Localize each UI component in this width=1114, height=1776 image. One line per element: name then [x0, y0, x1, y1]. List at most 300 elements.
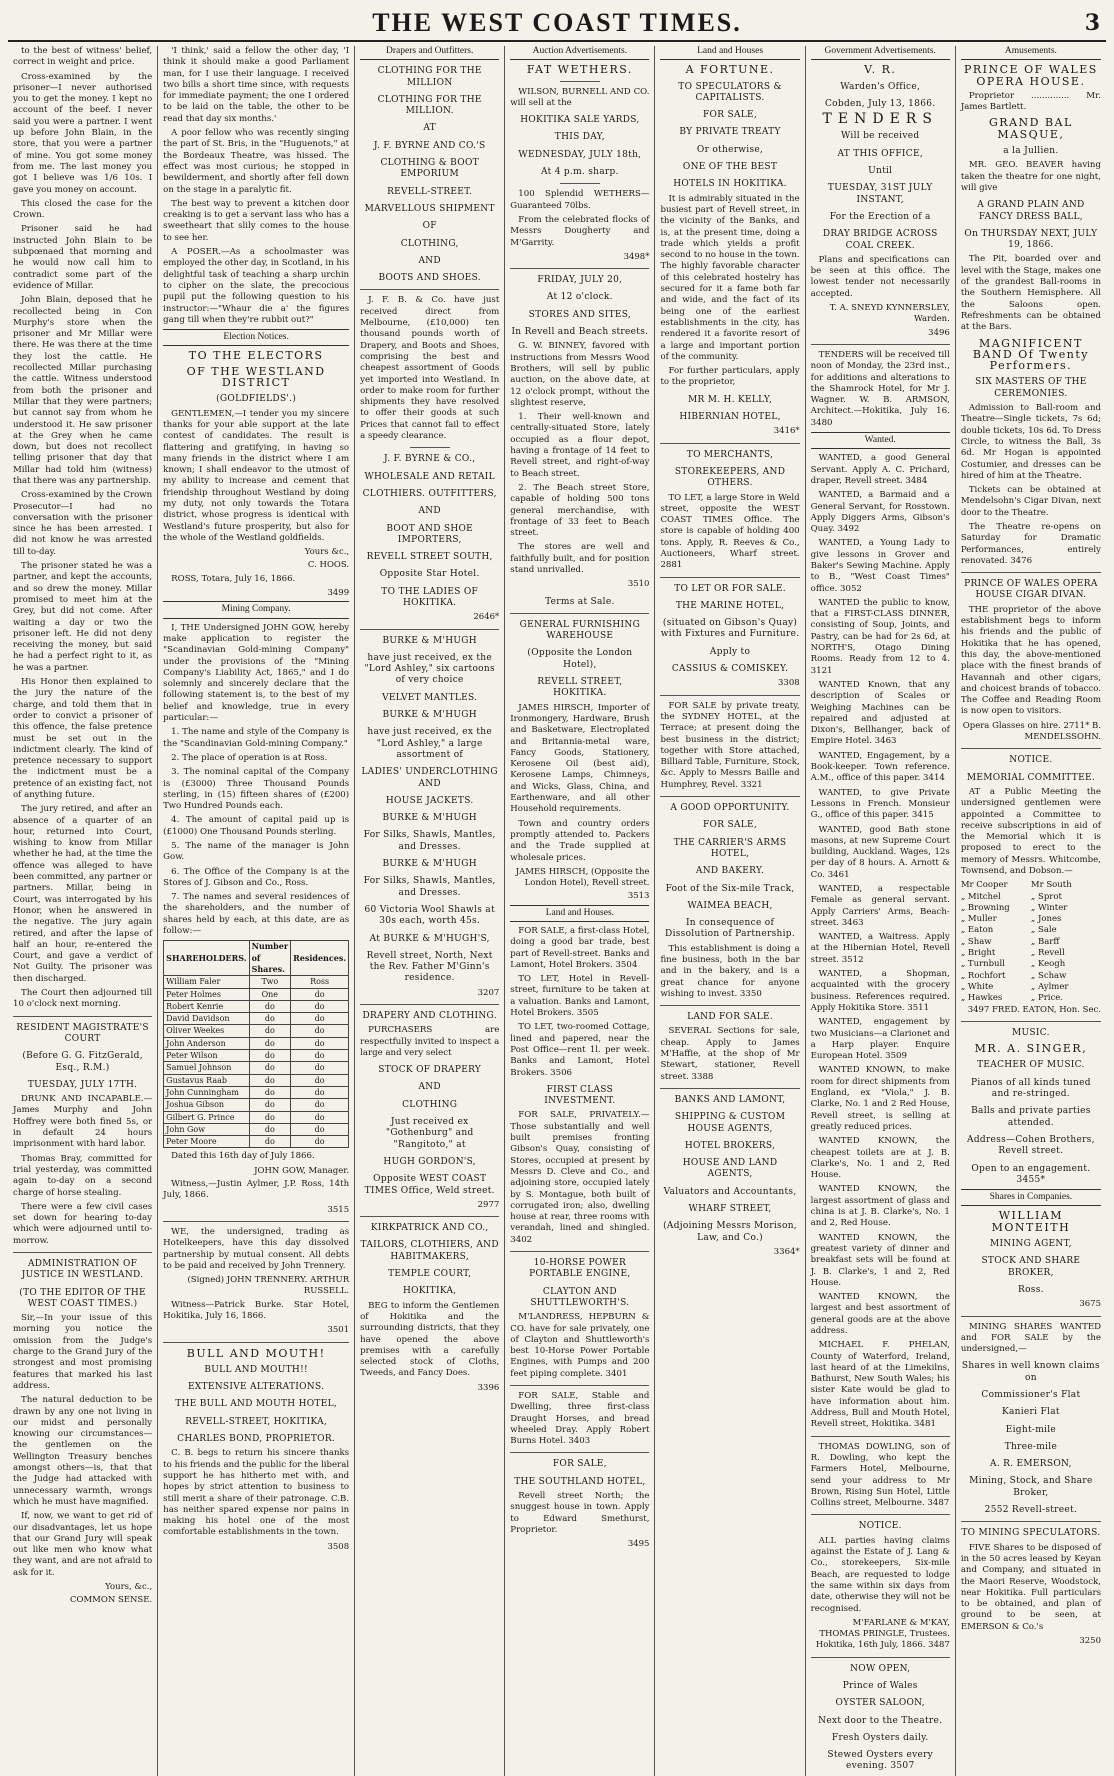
ad-line: AND — [418, 506, 441, 517]
divider — [163, 1342, 349, 1343]
column-4 — [505, 46, 655, 1776]
divider — [961, 1021, 1101, 1022]
table-cell: Gilbert G. Prince — [164, 1111, 249, 1123]
column-header: Residences. — [291, 941, 349, 976]
royal-crest: V. R. — [864, 63, 897, 77]
committee-member: „ Schaw — [1030, 970, 1067, 981]
speculators-head: TO MINING SPECULATORS. — [961, 1528, 1101, 1539]
column-6 — [806, 46, 956, 1776]
ad-line: HOUSE JACKETS. — [385, 795, 474, 806]
page-number: 3 — [1084, 10, 1100, 36]
divider — [961, 1316, 1101, 1317]
ad-line: Address—Cohen Brothers, Revell street. — [967, 1134, 1095, 1157]
merchants-body: TO LET, a large Store in Weld street, opposite the WEST COAST TIMES Office. The store is capable of holding 400 tons. Apply, R. Reeves & Co., Auctioneers, Wharf street. 2881 — [660, 492, 800, 571]
ad-line: CLOTHING FOR THE MILLION. — [377, 94, 482, 117]
election-district: OF THE WESTLAND DISTRICT — [186, 364, 326, 390]
ad-line: THE MARINE HOTEL, — [675, 600, 785, 611]
sale-lines — [660, 110, 799, 190]
divider — [510, 268, 649, 269]
election-body: GENTLEMEN,—I tender you my sincere thanks for your able support at the late contest of candidates. The result is flattering and gratifying, in having so many friends in the district where I am known; I shall endeavor to the utmost of my ability to increase and cement that friendship throughout Westland by doing my duty, not only towards the Totara district, whose progress is identical with Westland's future prosperity, but also for the whole of the Westland goldfields. — [163, 408, 350, 543]
wethers-line: 100 Splendid WETHERS—Guaranteed 70lbs. — [510, 189, 650, 211]
court-report — [13, 46, 152, 1011]
mining-share-lines — [961, 1361, 1101, 1516]
divider — [961, 748, 1101, 749]
ad-line: FOR SALE, — [703, 110, 758, 121]
ad-line: J. F. BYRNE AND CO.'S — [373, 140, 486, 151]
ad-line: ONE OF THE BEST — [682, 162, 778, 173]
table-cell: do — [291, 1013, 349, 1025]
committee-member: „ Rochfort — [960, 970, 1006, 981]
report-paragraph: The jury retired, and after an absence of a quarter of an hour, returned into Court, wishing to know from Millar whether he had, at the time the offence was alleged to have been committed, any partner or partners. Millar, being in Court, was interrogated by his Honor, when he answered in the negative. The jury again retired, and after the lapse of half an hour, re-entered the Court, and gave a verdict of Not Guilty. The prisoner was then discharged. — [13, 804, 153, 984]
divider — [660, 796, 799, 797]
column-2 — [158, 46, 355, 1776]
shareholders-table — [163, 940, 349, 1148]
ad-line: AND — [418, 1082, 441, 1093]
election-closing: Yours &c., — [304, 547, 350, 558]
ad-number: 3515 — [327, 1204, 350, 1215]
report-paragraph: Prisoner said he had instructed John Blain to be subpœnaed that morning and he would now call him to contradict some part of the evidence of Millar. — [13, 224, 153, 291]
report-paragraph: Cross-examined by the prisoner—I never authorised you to get the money. I kept no account of the beef. I never said you were a partner. I went up before John Blain, in the store, that you were a partner of mine. You got some money from me. The last money you got I believe was 1/6 10s. I gave you money on account. — [13, 71, 153, 195]
table-cell: do — [249, 1123, 291, 1135]
letter-paragraph: If, now, we want to get rid of our disadvantages, let us hope that our Grand Jury will speak out like men who know what they want, and are not afraid to ask for it. — [13, 1511, 153, 1578]
divider — [811, 344, 950, 345]
ad-line: Ross. — [1018, 1284, 1044, 1295]
ad-line: Eight-mile — [1005, 1424, 1057, 1435]
investment-body: FOR SALE, PRIVATELY.—Those substantially and well built premises fronting Gibson's Quay, consisting of Stores, occupied at present by Messrs D. Cleve and Co., and adjoining store, occupied lately by S. Montague, both built of corrugated iron; also, dwelling house at rear, three rooms with verandah, lined and shingled. 3402 — [510, 1110, 650, 1245]
ad-line: TAILORS, CLOTHIERS, AND HABITMAKERS, — [360, 1240, 499, 1262]
ad-number: 3250 — [1079, 1636, 1101, 1647]
table-cell: do — [249, 1013, 291, 1025]
ad-line: BOOTS AND SHOES. — [378, 273, 481, 284]
ad-line: Commissioner's Flat — [981, 1389, 1081, 1400]
ad-line: THE SOUTHLAND HOTEL, — [514, 1476, 646, 1487]
southland-lines — [510, 1459, 649, 1488]
ad-line: Next door to the Theatre. — [818, 1715, 943, 1726]
pit-body: The Pit, boarded over and level with the Stage, makes one of the grandest Ball-rooms in the Southern Hemisphere. All the Saloons open. Refreshments can be obtained at the Bars. — [960, 254, 1101, 333]
divider — [660, 443, 799, 444]
notice-signature: M'FARLANE & M'KAY, THOMAS PRINGLE, Trustees. Hokitika, 16th July, 1866. 3487 — [815, 1617, 950, 1651]
section-head-wanted: Wanted. — [811, 432, 950, 449]
binney-terms: Terms at Sale. — [545, 596, 615, 607]
divider — [961, 1521, 1101, 1522]
table-cell: Joshua Gibson — [164, 1099, 249, 1111]
monteith-name: WILLIAM MONTEITH — [991, 1209, 1071, 1234]
table-cell: Peter Holmes — [164, 988, 249, 1000]
divider — [360, 1004, 499, 1005]
wanted-item: WANTED, a Shopman, acquainted with the grocery business. References required. Apply Hokitika Store. 3511 — [810, 969, 950, 1013]
binney-note: The stores are well and faithfully built, and for position stand unrivalled. — [510, 542, 650, 575]
ad-number: 3498* — [623, 251, 650, 262]
committee-member: „ Aylmer — [1030, 981, 1069, 992]
report-paragraph: There were a few civil cases set down for hearing to-day which were adjourned until to-morrow. — [13, 1201, 153, 1246]
ad-line: STOCK AND SHARE BROKER, — [981, 1256, 1081, 1278]
warden-office: Warden's Office, — [840, 81, 921, 92]
ad-line: At 4 p.m. sharp. — [540, 167, 619, 178]
section-head-auction: Auction Advertisements. — [510, 46, 649, 60]
table-cell: do — [291, 1123, 349, 1135]
column-5 — [655, 46, 805, 1776]
wethers-from: From the celebrated flocks of Messrs Dougherty and M'Garrity. — [510, 214, 650, 248]
ad-line: (Adjoining Messrs Morison, Law, and Co.) — [663, 1221, 797, 1243]
ad-line: Or otherwise, — [696, 144, 764, 155]
members-right — [1031, 880, 1101, 1004]
table-cell: do — [291, 1074, 349, 1086]
ad-line: 2552 Revell-street. — [984, 1505, 1078, 1516]
ad-line: HOKITIKA, — [402, 1286, 457, 1297]
ad-line: TO MERCHANTS, — [686, 449, 774, 460]
ad-line: MR M. H. KELLY, — [687, 394, 773, 405]
ad-line: BY PRIVATE TREATY — [679, 127, 781, 138]
committee-member: „ Mitchel — [960, 891, 1001, 902]
miscellany-paragraph: The best way to prevent a kitchen door creaking is to get a servant lass who has a sweetheart that slily comes to the house to see her. — [163, 198, 350, 243]
committee-member: „ White — [960, 981, 994, 992]
ad-line: 10-HORSE POWER PORTABLE ENGINE, — [529, 1258, 631, 1280]
table-cell: do — [249, 1086, 291, 1098]
byrne-ad-lines — [360, 66, 499, 284]
ad-line: Shares in well known claims on — [961, 1361, 1100, 1383]
ad-line: TUESDAY, 31ST JULY INSTANT, — [827, 183, 933, 205]
ad-line: FOR SALE, — [552, 1459, 607, 1470]
mining-dated: Dated this 16th day of July 1866. — [171, 1151, 315, 1162]
report-paragraph: DRUNK AND INCAPABLE.—James Murphy and John Hoffrey were both fined 5s, or in default 24 hours imprisonment with hard labor. — [13, 1094, 153, 1150]
land-item: FOR SALE, a first-class Hotel, doing a good bar trade, best part of Revell-street. Banks and Lamont, Hotel Brokers. 3504 — [510, 926, 650, 970]
letter-paragraph: The natural deduction to be drawn by any one not living in our midst and personally knowing our circumstances—the gentlemen on the Wellington Treasury benches amongst others—is, that that the Judge had attacked with unnecessary warmth, wrongs which he must have magnified. — [13, 1395, 153, 1507]
land-item: TO LET, Hotel in Revell-street, furniture to be taken at a valuation. Banks and Lamont, Hotel Brokers. 3505 — [510, 974, 650, 1019]
mining-item: 3. The nominal capital of the Company is (£3000) Three Thousand Pounds sterling, in (15) fifteen shares of (£200) Two Hundred Pounds each. — [163, 767, 350, 812]
land-sale-head: LAND FOR SALE. — [687, 1012, 774, 1023]
wanted-item: WANTED, Engagement, by a Book-keeper. Town reference. A.M., office of this paper. 3414 — [810, 750, 950, 784]
ad-line: J. F. BYRNE & CO., — [383, 454, 476, 465]
table-row — [164, 1037, 349, 1049]
section-head-amusements: Amusements. — [961, 46, 1101, 60]
byrne-body: J. F. B. & Co. have just received direct from Melbourne, (£10,000) ten thousand pounds worth of Drapery, and Boots and Shoes, comprising the best and cheapest assortment of Goods yet imported into Westland. In order to make room for further shipments they have resolved to offer their goods at such Prices that cannot fail to effect a speedy clearance. — [360, 295, 500, 442]
committee-member: „ Browning — [960, 902, 1010, 913]
table-cell: Two — [249, 976, 291, 988]
ad-line: LADIES' UNDERCLOTHING AND — [361, 767, 498, 789]
report-paragraph: The Court then adjourned till 10 o'clock next morning. — [13, 988, 153, 1010]
table-cell: do — [291, 1062, 349, 1074]
committee-member: „ Price. — [1030, 993, 1063, 1004]
ad-line: (situated on Gibson's Quay) with Fixtures and Furniture. — [660, 618, 800, 640]
committee-member: „ Hawkes — [960, 993, 1003, 1004]
divider — [13, 1016, 152, 1017]
section-head-government: Government Advertisements. — [811, 46, 950, 60]
table-row — [164, 1086, 349, 1098]
stable-body: FOR SALE, Stable and Dwelling, three first-class Draught Horses, and bread wheeled Dray. Apply Robert Burns Hotel. 3403 — [510, 1390, 650, 1447]
wanted-item: WANTED KNOWN, the largest and best assortment of general goods are at the above address. — [810, 1292, 950, 1336]
wanted-item: WANTED, a Barmaid and a General Servant, for Rosstown. Apply Diggers Arms, Gibson's Quay. 3492 — [810, 490, 950, 535]
memorial-signature: 3497 FRED. EATON, Hon. Sec. — [967, 1004, 1101, 1015]
ad-line: CASSIUS & COMISKEY. — [671, 664, 789, 675]
divider — [360, 289, 499, 290]
ad-line: Mining, Stock, and Share Broker, — [969, 1476, 1093, 1498]
mining-item: 7. The names and several residences of the shareholders, and the number of shares held by each, at this date, are as follow:— — [163, 892, 350, 937]
wanted-item: WANTED, a respectable Female as general servant. Apply Carriers' Arms, Beach-street. 3463 — [810, 884, 950, 928]
auction-item: 1. Their well-known and centrally-situated Store, lately occupied as a flour depot, having a frontage of 14 feet to Revell street, and right-of-way to Beach street. — [510, 412, 650, 479]
mining-items — [163, 727, 349, 937]
fat-wethers: FAT WETHERS. — [526, 63, 633, 77]
rm-court-subtitle: (Before G. G. FitzGerald, Esq., R.M.) — [22, 1051, 143, 1073]
committee-member: „ Sale — [1030, 925, 1057, 936]
committee-member: „ Revell — [1030, 948, 1065, 959]
tender-lines — [811, 131, 950, 251]
memorial-body: AT a Public Meeting the undersigned gentlemen were appointed a Committee to receive subscriptions in aid of the Memorial which it is proposed to erect to the memory of Messrs. Whitcombe, Townsend, and Dobson.— — [960, 786, 1101, 876]
beaver-body: MR. GEO. BEAVER having taken the theatre for one night, will give — [960, 160, 1101, 193]
mining-body: I, THE Undersigned JOHN GOW, hereby make application to register the "Scandinavian Gold-mining Company" under the provisions of the "Mining Company's Liability Act, 1865," and I do solemnly and sincerely declare that the following statement is, to the best of my belief and knowledge, true in every particular:— — [163, 622, 350, 724]
band-line: MAGNIFICENT BAND Of Twenty Performers. — [972, 336, 1089, 373]
ad-number: 3416* — [773, 426, 800, 437]
table-row — [164, 988, 349, 1000]
ad-line: BOOT AND SHOE IMPORTERS, — [386, 523, 474, 545]
table-row — [164, 1062, 349, 1074]
kirkpatrick-body: BEG to inform the Gentlemen of Hokitika and the surrounding districts, that they have opened the above premises with a carefully selected stock of Cloths, Tweeds, and Fancy Does. — [360, 1300, 500, 1379]
section-head-election: Election Notices. — [163, 329, 349, 346]
election-goldfields: (GOLDFIELDS'.) — [216, 394, 297, 405]
hotel-sale-signature — [660, 395, 799, 424]
tenders-heading: TENDERS — [822, 111, 938, 128]
ad-line: THIS DAY, — [554, 132, 605, 143]
oyster-lines — [811, 1664, 950, 1773]
ad-line: WAIMEA BEACH, — [687, 900, 773, 911]
divider — [811, 1436, 950, 1437]
memorial-head: MEMORIAL COMMITTEE. — [966, 772, 1095, 783]
ad-line: HIBERNIAN HOTEL, — [679, 412, 781, 423]
bal-masque: GRAND BAL MASQUE, — [989, 116, 1073, 141]
ad-line: WEDNESDAY, JULY 18th, — [518, 149, 642, 160]
table-cell: do — [249, 1037, 291, 1049]
divider — [660, 1088, 799, 1089]
binney-items — [510, 412, 649, 539]
cigar-divan-signature: Opera Glasses on hire. 2711* B. MENDELSSOHN. — [962, 720, 1101, 743]
table-cell: do — [291, 1050, 349, 1062]
ad-line: Three-mile — [1004, 1441, 1058, 1452]
ad-line: Revell street, North, Next the Rev. Father M'Ginn's residence. — [366, 950, 493, 984]
singer-name: MR. A. SINGER, — [974, 1042, 1088, 1056]
report-paragraph: This closed the case for the Crown. — [13, 198, 153, 221]
ad-line: AT THIS OFFICE, — [837, 148, 923, 159]
divider — [510, 1452, 649, 1453]
marine-lines — [660, 601, 799, 675]
divider — [360, 629, 499, 630]
warden-date: Cobden, July 13, 1866. — [825, 98, 936, 109]
hirsch-signature: JAMES HIRSCH, (Opposite the London Hotel), Revell street. — [515, 866, 650, 889]
wanted-item: WANTED, a good General Servant. Apply A. C. Prichard, draper, Revell street. 3484 — [810, 453, 950, 486]
table-row — [164, 1099, 349, 1111]
ad-line: MARVELLOUS SHIPMENT — [364, 203, 495, 214]
jullien-line: a la Jullien. — [1003, 146, 1059, 157]
tickets-body: Tickets can be obtained at Mendelsohn's Cigar Divan, next door to the Theatre. — [960, 485, 1101, 518]
tender-signature: T. A. SNEYD KYNNERSLEY, Warden. — [829, 303, 950, 325]
mining-shares-wanted: MINING SHARES WANTED and FOR SALE by the undersigned,— — [960, 1321, 1101, 1355]
table-cell: do — [291, 1000, 349, 1012]
drapery-lines — [360, 1065, 499, 1197]
ad-number: 3496 — [928, 327, 950, 338]
ad-number: 3364* — [773, 1246, 800, 1257]
ad-line: HOUSE AND LAND AGENTS, — [682, 1158, 778, 1180]
drapery-head: DRAPERY AND CLOTHING. — [362, 1011, 497, 1021]
fortune-heading: A FORTUNE. — [685, 63, 775, 77]
ad-line: For Silks, Shawls, Mantles, and Dresses. — [363, 876, 496, 898]
table-cell: do — [249, 1050, 291, 1062]
ad-line: Opposite Star Hotel. — [379, 569, 480, 580]
ad-line: Until — [868, 166, 893, 177]
section-head-mining: Mining Company. — [163, 601, 349, 618]
opportunity-lines — [660, 820, 799, 940]
ad-line: STORES AND SITES, — [528, 309, 632, 320]
prince-of-wales: PRINCE OF WALES OPERA HOUSE. — [963, 63, 1098, 88]
proprietor-line: Proprietor .............. Mr. James Bartlett. — [960, 90, 1101, 113]
ad-line: DRAY BRIDGE ACROSS COAL CREEK. — [822, 229, 938, 251]
table-cell: do — [249, 1099, 291, 1111]
dress-ball: A GRAND PLAIN AND FANCY DRESS BALL, — [977, 200, 1085, 222]
ad-line: Stewed Oysters every evening. 3507 — [827, 1750, 934, 1772]
ad-line: WHARF STREET, — [688, 1204, 772, 1215]
table-body — [164, 976, 349, 1148]
ad-number: 3513 — [627, 891, 650, 902]
committee-member: „ Turnbull — [960, 959, 1005, 970]
ad-line: STOREKEEPERS, AND OTHERS. — [674, 466, 786, 489]
ad-line: Kanieri Flat — [1001, 1407, 1060, 1418]
table-cell: do — [249, 1111, 291, 1123]
table-row — [164, 976, 349, 988]
dissolution-signature: (Signed) JOHN TRENNERY. ARTHUR RUSSELL. — [187, 1275, 350, 1297]
committee-member: „ Barff — [1030, 936, 1060, 947]
mining-signature: JOHN GOW, Manager. — [254, 1165, 350, 1176]
rm-court-title: RESIDENT MAGISTRATE'S COURT — [16, 1022, 149, 1044]
ad-line: Opposite WEST COAST TIMES Office, Weld street. — [364, 1174, 495, 1196]
ad-line: CLOTHING — [402, 1099, 458, 1110]
miscellany-paragraph: A POSER.—As a schoolmaster was employed the other day, in Scotland, in his delightful task of teaching a sharp urchin to cipher on the slate, the precocious pupil put the following question to his instructor:—"Whaur die a' the figures gang till when they're rubbit out?" — [163, 247, 350, 325]
engine-body: M'LANDRESS, HEPBURN & CO. have for sale privately, one of Clayton and Shuttleworth's best 10-Horse Power Portable Engines, with Pumps and 200 feet piping complete. 3401 — [510, 1312, 650, 1379]
report-paragraph: John Blain, deposed that he recollected being in Con Murphy's store when the prisoner and Mr Millar were there. He was there at the time they lost the cattle. He recollected Millar purchasing the cattle. Witness understood from both the prisoner and Millar that they were partners; but cannot say from whom he understood it. He saw prisoner at the Grey when he came down, but does not recollect telling prisoner that day that Millar had told him (witness) that there was any partnership. — [13, 295, 153, 486]
ad-line: In consequence of Dissolution of Partnership. — [665, 918, 796, 940]
admin-justice-title: ADMINISTRATION OF JUSTICE IN WESTLAND. — [21, 1258, 144, 1281]
notice-head: NOTICE. — [858, 1521, 902, 1532]
ad-line: Will be received — [841, 131, 920, 142]
ad-line: CLAYTON AND SHUTTLEWORTH'S. — [530, 1286, 630, 1308]
kirkpatrick-lines — [360, 1223, 499, 1297]
ad-line: Balls and private parties attended. — [971, 1106, 1091, 1128]
wanted-list — [811, 453, 950, 1337]
table-cell: do — [291, 1086, 349, 1098]
election-place: ROSS, Totara, July 16, 1866. — [171, 573, 296, 584]
miscellany-paragraph: 'I think,' said a fellow the other day, 'I think it should make a good Parliament man, for I use their language. I received two bills a short time since, with requests for immediate payment; the one I ordered to be laid on the table, the other to be read that day six months.' — [163, 46, 350, 124]
divider — [410, 447, 450, 448]
ad-number: 3396 — [477, 1382, 500, 1393]
general-lines — [510, 620, 649, 700]
wanted-item: WANTED the public to know, that a FIRST-CLASS DINNER, consisting of Soup, Joints, and Pastry, can be had for 2s 6d, at NORTH'S, Otago Dining Rooms. Ready from 12 to 4. 3121 — [810, 597, 950, 676]
singer-title: TEACHER OF MUSIC. — [977, 1060, 1085, 1071]
ad-number: 3308 — [778, 678, 800, 689]
opportunity-body: This establishment is doing a fine business, both in the bar and in the bakery, and is a great chance for anyone wishing to invest. 3350 — [660, 943, 800, 999]
ad-line: REVELL STREET, HOKITIKA. — [537, 677, 623, 699]
binney-body: G. W. BINNEY, favored with instructions from Messrs Wood Brothers, will sell by public auction, on the above date, at 12 o'clock prompt, without the slightest reserve, — [510, 341, 650, 408]
divider — [811, 1657, 950, 1658]
ad-number: 3207 — [477, 987, 500, 998]
ad-line: HUGH GORDON'S, — [383, 1156, 476, 1167]
dissolution-notice: WE, the undersigned, trading as Hotelkeepers, have this day dissolved partnership by mutual consent. All debts to be paid and received by John Trennery. — [163, 1226, 350, 1271]
ad-line: BURKE & M'HUGH — [382, 710, 477, 721]
letter-paragraph: Sir,—In your issue of this morning you notice the omission from the Judge's charge to the Grand Jury of the strongest and most promising features that marked his last address. — [13, 1313, 153, 1391]
divider — [560, 183, 600, 184]
committee-member: Mr South — [1030, 880, 1072, 891]
ad-line: (Opposite the London Hotel), — [527, 648, 633, 670]
committee-member: „ Jones — [1030, 914, 1062, 925]
table-cell: do — [291, 1037, 349, 1049]
hotel-sale-body: It is admirably situated in the busiest part of Revell street, in the vicinity of the Banks, and is, at the present time, doing a trade which yields a profit second to no house in the town. The highly favorable character of this celebrated hostelry has secured for it a fame both far and wide, and the fact of its being one of the earliest establishments in the city, has rendered it a favorite resort of a large and important portion of the community. — [660, 193, 800, 362]
ad-line: NOW OPEN, — [850, 1663, 911, 1674]
committee-member: „ Keogh — [1030, 959, 1066, 970]
table-cell: do — [249, 1062, 291, 1074]
phelan-notice: MICHAEL F. PHELAN, County of Waterford, Ireland, last heard of at the Limekilns, Bathurst, New South Wales; his sister Kate would be glad to have information about him. Address, Bull and Mouth Hotel, Revell street, Hokitika. 3481 — [810, 1340, 950, 1430]
table-header — [164, 941, 349, 976]
ad-line: HOTELS IN HOKITIKA. — [673, 179, 787, 190]
wanted-item: WANTED, engagement by two Musicians—a Clarionet and a Harp player. Enquire European Hotel. 3509 — [810, 1017, 950, 1062]
ad-line: AND BAKERY. — [695, 866, 765, 877]
section-head-land: Land and Houses. — [510, 905, 649, 922]
ad-line: FRIDAY, JULY 20, — [537, 275, 623, 286]
ad-line: CLOTHIERS. OUTFITTERS, — [362, 488, 497, 499]
singer-lines — [961, 1078, 1101, 1186]
wanted-item: WANTED, good Bath stone masons, at new Supreme Court building, Auckland. Wages, 12s per day of 8 hours. A. Arnott & Co. 3461 — [810, 824, 950, 880]
speculators-body: FIVE Shares to be disposed of in the 50 acres leased by Keyan and Company, and situated in the Maori Reserve, Woodstock, near Hokitika. Full particulars to be obtained, and plan of ground to be seen, at EMERSON & Co.'s — [960, 1542, 1101, 1632]
mining-item: 4. The amount of capital paid up is (£1000) One Thousand Pounds sterling. — [163, 815, 350, 837]
column-1 — [8, 46, 158, 1776]
ad-number: 3675 — [1079, 1299, 1101, 1310]
committee-member: „ Muller — [960, 914, 997, 925]
divider — [660, 1005, 799, 1006]
table-cell: David Davidson — [164, 1013, 249, 1025]
ad-number: 3499 — [327, 588, 350, 599]
table-cell: Peter Wilson — [164, 1050, 249, 1062]
ad-line: At BURKE & M'HUGH'S, — [369, 933, 490, 944]
report-paragraph: Thomas Bray, committed for trial yesterday, was committed again to-day on a second charge of horse stealing. — [13, 1153, 153, 1198]
southland-body: Revell street North; the snuggest house in town. Apply to Edward Smethurst, Proprietor. — [510, 1491, 650, 1535]
ad-line: WHOLESALE AND RETAIL — [364, 471, 495, 482]
ad-line: Fresh Oysters daily. — [831, 1732, 929, 1743]
ad-line: KIRKPATRICK AND CO., — [370, 1223, 489, 1234]
byrne-ad-lines-2 — [360, 454, 499, 609]
ad-line: FOR SALE, — [703, 820, 758, 831]
monteith-lines — [961, 1239, 1101, 1296]
rm-court-report — [13, 1094, 152, 1247]
investment-head: FIRST CLASS INVESTMENT. — [544, 1084, 616, 1107]
table-cell: do — [291, 1099, 349, 1111]
rm-court-date: TUESDAY, JULY 17TH. — [27, 1079, 138, 1090]
table-row — [164, 1074, 349, 1086]
ad-line: BURKE & M'HUGH — [382, 635, 477, 646]
admission-body: Admission to Ball-room and Theatre—Single tickets, 7s 6d; double tickets, 10s 6d. To Dress Circle, to witness the Ball, 3s 6d. Mr Hogan is appointed Costumier, and dresses can be hired of him at the Theatre. — [960, 403, 1101, 481]
ad-line: Open to an engagement. 3455* — [971, 1163, 1091, 1185]
drapery-body: PURCHASERS are respectfully invited to inspect a large and very select — [360, 1025, 500, 1058]
bull-body: C. B. begs to return his sincere thanks to his friends and the public for the liberal support he has hitherto met with, and hopes by strict attention to business to still merit a share of their patronage. C.B. has neither spared expense nor pains in making his hotel one of the most comfortable establishments in the town. — [163, 1448, 350, 1538]
wanted-item: WANTED, a Young Lady to give lessons in Grover and Baker's Sewing Machine. Apply to B., "West Coast Times" office. 3052 — [810, 538, 950, 594]
music-head: MUSIC. — [1012, 1027, 1050, 1038]
table-cell: John Anderson — [164, 1037, 249, 1049]
ad-number: 2977 — [477, 1199, 500, 1210]
ad-line: OYSTER SALOON, — [835, 1698, 925, 1709]
ad-number: 3508 — [327, 1541, 350, 1552]
ad-number: 3501 — [327, 1325, 350, 1336]
mining-item: 5. The name of the manager is John Gow. — [163, 841, 350, 863]
notice-head: NOTICE. — [1009, 755, 1053, 766]
committee-members — [961, 880, 1101, 1004]
ad-line: BURKE & M'HUGH — [382, 859, 477, 870]
table-cell: do — [291, 988, 349, 1000]
ad-line: HOKITIKA SALE YARDS, — [520, 115, 640, 126]
ad-line: Valuators and Accountants, — [663, 1186, 797, 1197]
divider — [510, 1251, 649, 1252]
